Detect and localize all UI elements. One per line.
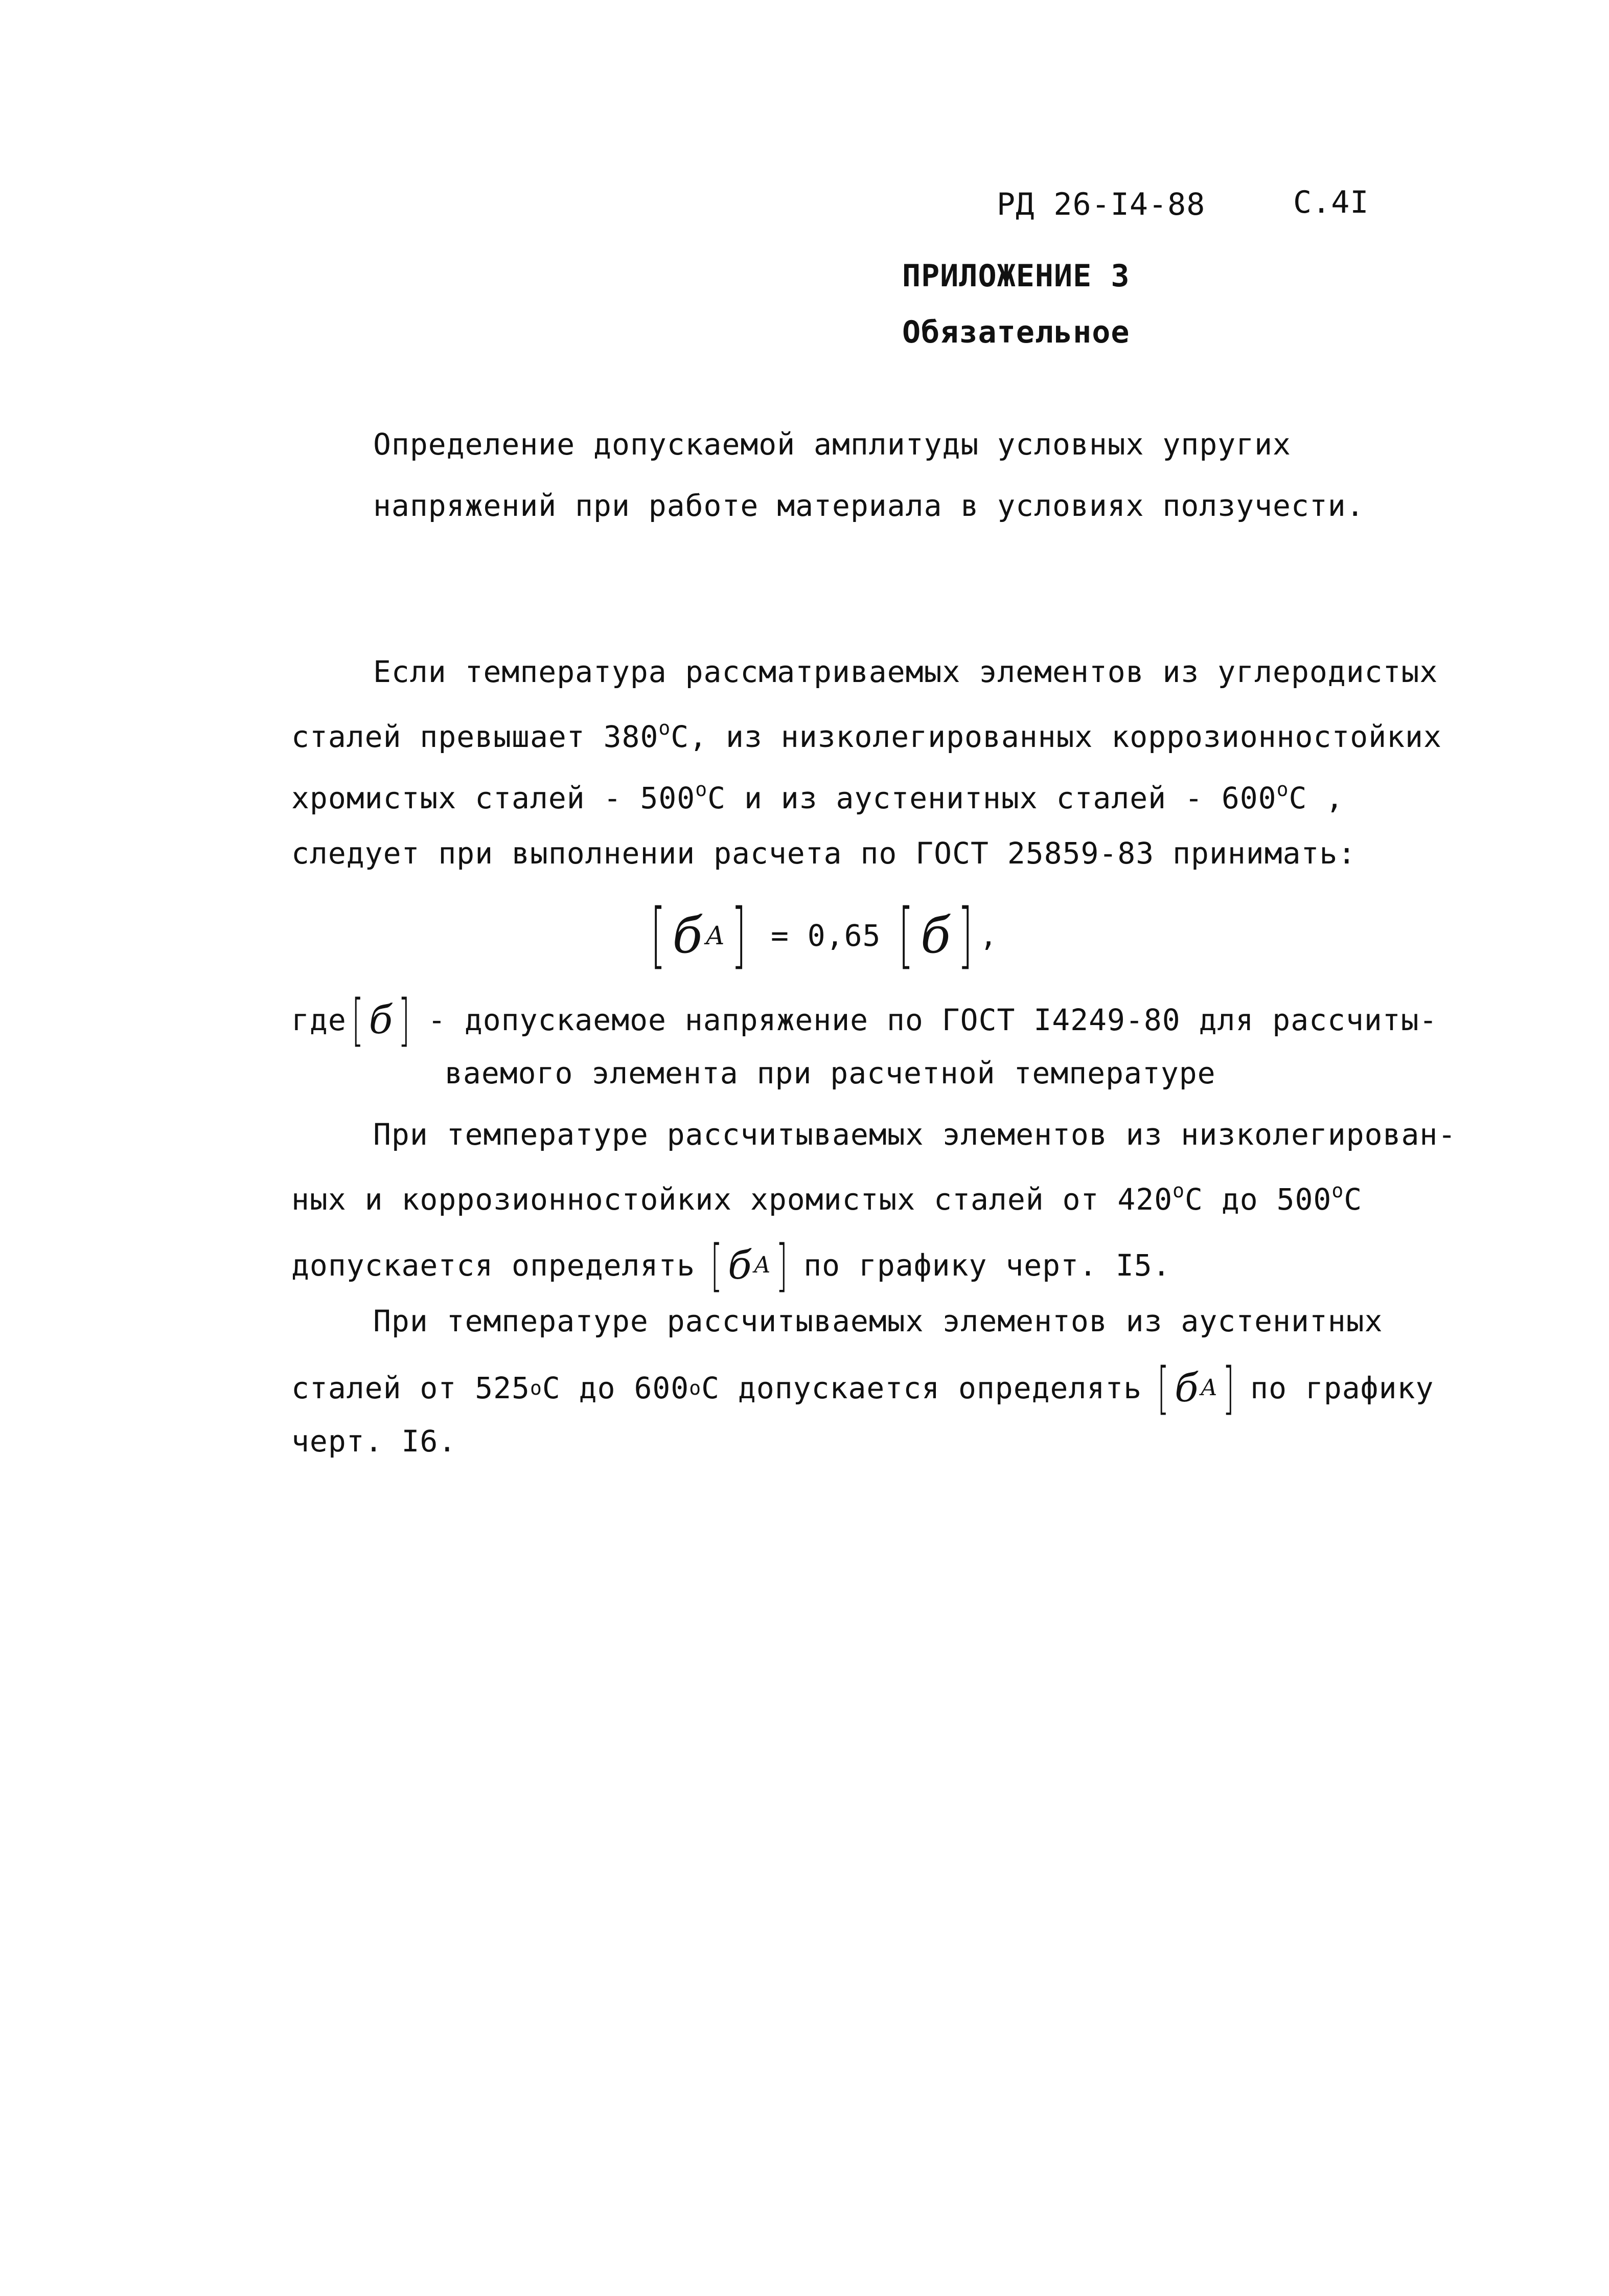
appendix-status: Обязательное	[902, 314, 1130, 350]
sigma-symbol: б	[728, 1242, 752, 1288]
text-segment: ных и коррозионностойких хромистых сталей от 420	[291, 1182, 1173, 1217]
paragraph-1-line-1: Если температура рассматриваемых элементов из углеродистых	[373, 654, 1438, 689]
paragraph-2-line-2	[291, 1179, 1363, 1217]
text-segment: С до 500	[1185, 1182, 1332, 1217]
text-segment: сталей превышает 380	[291, 719, 659, 754]
paragraph-3-line-1: При температуре рассчитываемых элементов из аустенитных	[373, 1304, 1383, 1338]
left-bracket: [	[650, 894, 666, 977]
right-bracket: ]	[1223, 1355, 1235, 1421]
paragraph-1-line-3	[291, 780, 1344, 813]
paragraph-1-line-2	[291, 718, 1442, 752]
text-segment: С ,	[1289, 781, 1344, 815]
paragraph-2-line-1: При температуре рассчитываемых элементов из низколегирован-	[373, 1117, 1457, 1152]
text-segment: сталей от 525	[291, 1371, 530, 1405]
degree-mark: o	[1276, 778, 1289, 801]
sigma-symbol: б	[921, 907, 951, 964]
degree-mark: o	[530, 1377, 542, 1399]
title-line-2: напряжений при работе материала в условиях ползучести.	[373, 488, 1365, 523]
sigma-symbol: б	[369, 997, 394, 1042]
sigma-symbol: б	[1175, 1365, 1199, 1411]
degree-mark: o	[658, 717, 671, 739]
right-bracket: ]	[957, 894, 973, 977]
text-segment: С, из низколегированных коррозионностойких	[671, 719, 1442, 754]
degree-mark: o	[1173, 1179, 1185, 1202]
text-segment: по графику	[1250, 1371, 1434, 1405]
left-bracket: [	[1157, 1355, 1170, 1421]
text-segment: допускается определять	[291, 1248, 696, 1283]
text-segment: С	[1344, 1182, 1363, 1217]
left-bracket: [	[351, 987, 364, 1053]
where-prefix: где	[291, 1003, 347, 1037]
formula-comma: ,	[979, 918, 998, 953]
right-bracket: ]	[776, 1233, 789, 1298]
text-segment: С до 600	[542, 1371, 689, 1405]
degree-mark: o	[689, 1377, 702, 1399]
appendix-label: ПРИЛОЖЕНИЕ 3	[902, 258, 1130, 294]
right-bracket: ]	[398, 987, 411, 1053]
formula-coefficient: = 0,65	[770, 918, 881, 953]
sigma-subscript: A	[706, 921, 725, 950]
sigma-subscript: A	[754, 1252, 771, 1278]
paragraph-3-line-3: черт. I6.	[291, 1424, 457, 1459]
formula	[644, 894, 998, 977]
right-bracket: ]	[731, 894, 747, 977]
paragraph-1-line-4: следует при выполнении расчета по ГОСТ 25859-83 принимать:	[291, 836, 1357, 871]
text-segment: С и из аустенитных сталей - 600	[707, 781, 1277, 815]
page-number: С.4I	[1293, 185, 1369, 220]
left-bracket: [	[710, 1233, 723, 1298]
where-continuation: ваемого элемента при расчетной температуре	[445, 1056, 1216, 1090]
text-segment: хромистых сталей - 500	[291, 781, 696, 815]
document-code: РД 26-I4-88	[997, 187, 1206, 222]
left-bracket: [	[898, 894, 914, 977]
paragraph-3-line-2	[291, 1355, 1434, 1421]
title-line-1: Определение допускаемой амплитуды условных упругих	[373, 427, 1291, 462]
where-text: - допускаемое напряжение по ГОСТ I4249-80 для рассчиты-	[428, 1003, 1438, 1037]
where-definition	[291, 987, 1438, 1053]
sigma-subscript: A	[1201, 1375, 1218, 1401]
text-segment: С допускается определять	[701, 1371, 1142, 1405]
sigma-symbol: б	[672, 907, 703, 964]
degree-mark: o	[695, 778, 708, 801]
degree-mark: o	[1331, 1179, 1344, 1202]
paragraph-2-line-3	[291, 1233, 1171, 1298]
text-segment: по графику черт. I5.	[803, 1248, 1171, 1283]
